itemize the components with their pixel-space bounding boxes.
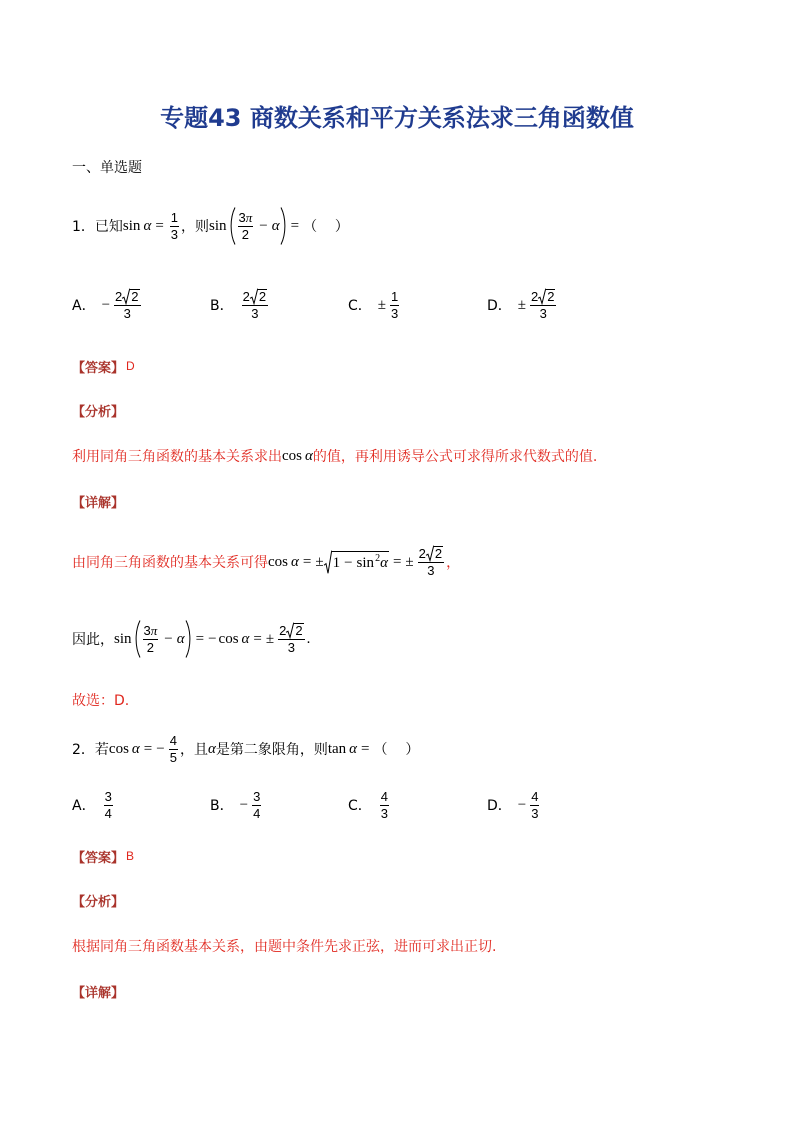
detail-text: 因此， <box>72 632 114 648</box>
fraction <box>170 211 179 242</box>
numerator: 4 <box>169 732 177 748</box>
function-name: cos <box>108 740 129 757</box>
analysis-label: 【分析】 <box>72 894 125 910</box>
variable: α <box>143 217 152 234</box>
page-title: 专题43 商数关系和平方关系法求三角函数值 <box>160 103 634 132</box>
target-expression <box>209 206 303 246</box>
equals-sign: = <box>143 740 153 757</box>
left-parenthesis <box>134 619 141 659</box>
radicand: 2 <box>295 623 303 638</box>
equals-sign: = <box>155 217 164 234</box>
detail-text: 由同角三角函数的基本关系可得 <box>72 555 268 571</box>
stem-text: ，则 <box>181 219 210 235</box>
variable: α <box>241 630 250 647</box>
analysis-text-after: 的值，再利用诱导公式可求得所求代数式的值. <box>312 449 598 465</box>
inline-formula <box>282 448 313 465</box>
function-name: tan <box>327 740 347 757</box>
fraction <box>390 290 399 321</box>
option-b <box>210 783 263 827</box>
inline-variable <box>208 741 216 758</box>
variable: α <box>131 740 140 757</box>
fraction <box>238 211 254 242</box>
analysis-text: 根据同角三角函数基本关系，由题中条件先求正弦，进而可求出正切. <box>72 939 497 955</box>
denominator: 3 <box>170 226 179 242</box>
option-c <box>348 783 391 827</box>
denominator: 3 <box>123 306 131 321</box>
pi-symbol: π <box>245 209 253 225</box>
option-value <box>378 790 391 821</box>
denominator: 2 <box>241 226 250 242</box>
function-name: sin <box>209 217 227 234</box>
section-heading: 一、单选题 <box>72 160 142 176</box>
given-formula <box>109 734 180 765</box>
square-root <box>122 289 139 304</box>
option-label: D． <box>487 798 512 814</box>
radical-sign <box>324 551 332 574</box>
right-parenthesis <box>280 206 287 246</box>
option-value <box>102 289 143 321</box>
denominator: 3 <box>380 805 389 821</box>
analysis-label-line <box>72 388 124 432</box>
option-d <box>487 783 541 827</box>
variable: α <box>349 740 358 757</box>
option-label: B． <box>210 798 234 814</box>
function-name: sin <box>356 554 375 571</box>
option-value <box>518 289 559 321</box>
analysis-label: 【分析】 <box>72 404 125 420</box>
detail-formula <box>268 546 446 578</box>
equals-sign: = <box>361 740 370 757</box>
square-root <box>324 551 389 574</box>
numerator: 3 <box>253 788 261 804</box>
option-label: C． <box>348 298 372 314</box>
option-value <box>378 290 401 321</box>
fraction <box>252 790 261 821</box>
numerator <box>114 289 140 304</box>
option-label: D． <box>487 298 512 314</box>
numerator: 4 <box>531 788 539 804</box>
coefficient: 2 <box>418 546 426 561</box>
numerator <box>530 289 556 304</box>
denominator: 3 <box>287 640 295 655</box>
fraction <box>169 734 178 765</box>
option-value <box>240 790 264 821</box>
analysis-text <box>72 434 597 478</box>
coefficient: 2 <box>279 623 287 638</box>
denominator: 3 <box>427 563 435 578</box>
fraction <box>143 624 159 655</box>
numerator-coefficient: 3 <box>143 622 151 638</box>
plus-minus-sign: ± <box>517 296 527 313</box>
detail-label: 【详解】 <box>72 495 125 511</box>
numerator: 4 <box>380 788 389 804</box>
pi-symbol: π <box>150 622 158 638</box>
denominator: 3 <box>539 306 547 321</box>
detail-label-line <box>72 969 124 1013</box>
radical-sign <box>250 289 258 304</box>
option-b <box>210 283 270 327</box>
function-name: cos <box>282 447 302 464</box>
radical-sign <box>286 623 294 638</box>
variable: α <box>305 447 313 464</box>
option-d <box>487 283 558 327</box>
minus-sign: − <box>156 740 165 757</box>
square-root <box>538 289 555 304</box>
equals-sign: = <box>253 630 262 647</box>
plus-minus-sign: ± <box>315 553 324 570</box>
plus-minus-sign: ± <box>405 553 414 570</box>
detail-label-line <box>72 479 124 523</box>
conclusion: 故选：D. <box>72 693 130 709</box>
answer-value: B <box>126 849 135 863</box>
answer-line <box>72 344 135 388</box>
denominator: 4 <box>104 805 112 821</box>
option-value <box>102 790 115 821</box>
stem-text: 若 <box>94 742 109 758</box>
function-name: cos <box>218 630 239 647</box>
radicand: 2 <box>258 289 267 304</box>
analysis-text-before: 利用同角三角函数的基本关系求出 <box>72 449 282 465</box>
option-a <box>72 783 115 827</box>
denominator: 2 <box>146 639 154 655</box>
variable: α <box>207 740 216 757</box>
denominator: 3 <box>531 805 539 821</box>
function-name: cos <box>268 553 288 570</box>
minus-sign: − <box>239 796 249 813</box>
numerator-coefficient: 3 <box>238 209 246 225</box>
numerator <box>418 546 444 561</box>
radicand: 2 <box>434 546 443 561</box>
radicand: 2 <box>547 289 555 304</box>
plus-minus-sign: ± <box>265 630 275 647</box>
equals-sign: = <box>302 553 312 570</box>
fraction <box>380 790 389 821</box>
fraction <box>530 790 539 821</box>
detail-tail: ， <box>446 555 461 571</box>
question-number: 1． <box>72 219 95 235</box>
equals-sign: = <box>392 553 402 570</box>
square-root <box>286 623 303 638</box>
minus-sign: − <box>259 217 268 234</box>
fraction <box>114 289 140 321</box>
fraction <box>418 546 444 578</box>
numerator: 1 <box>170 209 179 225</box>
detail-tail: . <box>306 630 311 647</box>
numerator <box>278 623 304 638</box>
variable: α <box>291 553 299 570</box>
given-formula <box>123 211 181 242</box>
option-a <box>72 283 143 327</box>
square-root <box>250 289 267 304</box>
coefficient: 2 <box>115 289 123 304</box>
plus-minus-sign: ± <box>377 296 387 313</box>
option-label: C． <box>348 798 372 814</box>
denominator: 4 <box>253 805 261 821</box>
minus-sign: − <box>164 630 173 647</box>
stem-text: 是第二象限角，则 <box>215 742 328 758</box>
equals-sign: = <box>290 217 300 234</box>
option-c <box>348 283 401 327</box>
detail-formula <box>114 619 310 659</box>
numerator <box>238 211 254 225</box>
question-2-stem <box>72 727 419 771</box>
option-label: B． <box>210 298 234 314</box>
coefficient: 2 <box>531 289 539 304</box>
question-number: 2． <box>72 742 95 758</box>
target-expression <box>328 741 374 758</box>
fraction <box>104 790 113 821</box>
answer-label: 【答案】 <box>72 360 125 376</box>
detail-label: 【详解】 <box>72 985 125 1001</box>
fraction <box>242 289 268 321</box>
numerator <box>242 289 268 304</box>
function-name: sin <box>122 217 141 234</box>
radicand: 2 <box>131 289 139 304</box>
numerator <box>143 624 159 638</box>
denominator: 3 <box>251 306 259 321</box>
minus-sign: − <box>101 296 111 313</box>
radical-sign <box>538 289 546 304</box>
minus-sign: − <box>517 796 527 813</box>
radicand-one: 1 <box>332 554 341 571</box>
radical-sign <box>426 546 434 561</box>
answer-blank: （ ） <box>373 742 420 758</box>
minus-sign: − <box>208 630 217 647</box>
answer-label: 【答案】 <box>72 850 125 866</box>
equals-sign: = <box>195 630 205 647</box>
fraction <box>530 289 556 321</box>
exponent: 2 <box>375 552 381 564</box>
variable: α <box>176 630 185 647</box>
square-root <box>426 546 443 561</box>
option-label: A． <box>72 298 96 314</box>
answer-blank: （ ） <box>303 219 349 235</box>
stem-text: 已知 <box>94 219 123 235</box>
analysis-label-line <box>72 878 124 922</box>
variable: α <box>380 554 388 571</box>
radical-sign <box>122 289 130 304</box>
coefficient: 2 <box>242 289 250 304</box>
detail-line-2 <box>72 617 310 661</box>
denominator: 3 <box>391 305 399 321</box>
numerator: 3 <box>104 788 112 804</box>
question-1-stem <box>72 204 349 248</box>
answer-value: D <box>126 359 135 373</box>
minus-sign: − <box>344 554 353 571</box>
variable: α <box>271 217 280 234</box>
stem-text: ，且 <box>179 742 208 758</box>
detail-line-1 <box>72 540 460 584</box>
option-value <box>518 790 542 821</box>
function-name: sin <box>114 630 132 647</box>
option-label: A． <box>72 798 96 814</box>
left-parenthesis <box>229 206 236 246</box>
option-value <box>240 289 270 321</box>
denominator: 5 <box>169 749 177 765</box>
answer-line <box>72 834 134 878</box>
radicand <box>332 551 389 574</box>
right-parenthesis <box>185 619 192 659</box>
numerator: 1 <box>391 288 399 304</box>
fraction <box>278 623 304 655</box>
